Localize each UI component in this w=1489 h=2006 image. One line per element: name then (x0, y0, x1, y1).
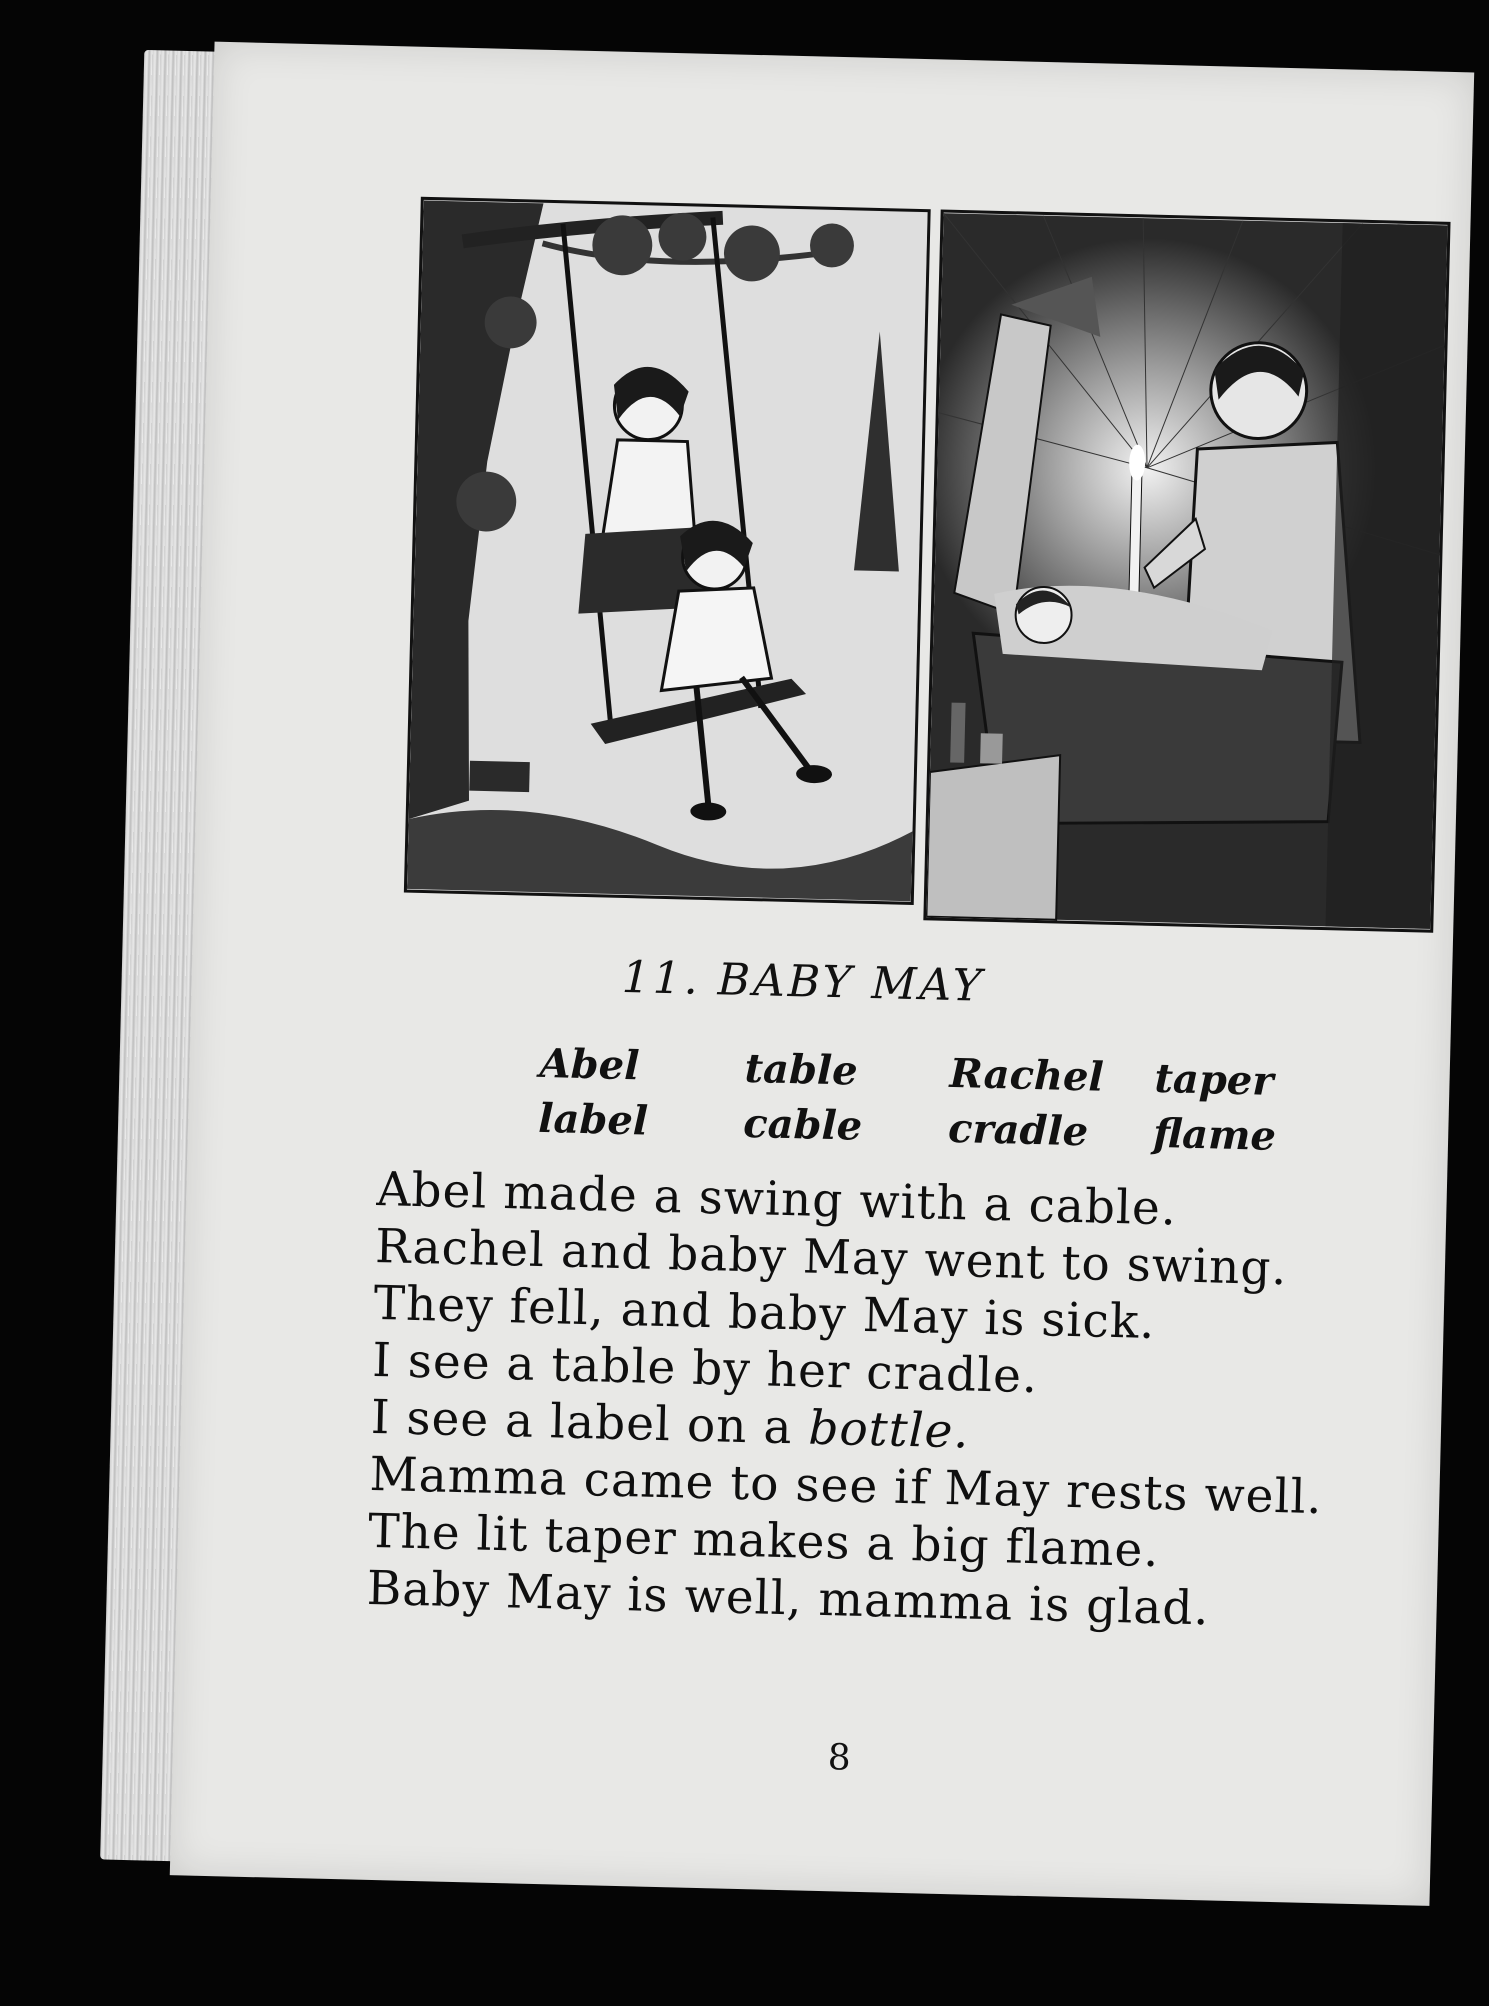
swing-illustration (404, 197, 931, 905)
vocab-word: taper (1153, 1054, 1274, 1105)
cradle-illustration (923, 209, 1450, 932)
lesson-title: 11. BABY MAY (621, 951, 986, 1012)
vocab-word: cradle (947, 1104, 1089, 1156)
reading-line: The lit taper makes a big flame. (367, 1503, 1160, 1579)
reading-line: Mamma came to see if May rests well. (368, 1446, 1324, 1526)
vocab-word: table (744, 1044, 859, 1095)
reading-line: Abel made a swing with a cable. (375, 1161, 1178, 1237)
book (100, 40, 1480, 1906)
reading-line: Rachel and baby May went to swing. (374, 1218, 1289, 1297)
vocab-word: label (537, 1094, 649, 1145)
page-number: 8 (827, 1737, 852, 1779)
reading-line: They fell, and baby May is sick. (373, 1275, 1156, 1351)
mother-with-candle-icon (926, 213, 1447, 930)
vocab-word: flame (1152, 1109, 1277, 1160)
vocab-word: cable (742, 1099, 863, 1150)
reading-line: I see a table by her cradle. (371, 1332, 1039, 1405)
reading-passage (366, 1161, 1397, 1642)
vocab-word: Rachel (949, 1049, 1105, 1101)
reading-line-text: I see a label on a (370, 1389, 810, 1456)
reading-line: Baby May is well, mamma is glad. (366, 1560, 1211, 1637)
book-page (170, 42, 1474, 1906)
children-on-swing-icon (407, 200, 928, 902)
vocabulary-grid (538, 1040, 1360, 1162)
italic-word: bottle. (807, 1400, 971, 1460)
illustrations (403, 197, 1450, 942)
vocab-word: Abel (539, 1039, 640, 1090)
